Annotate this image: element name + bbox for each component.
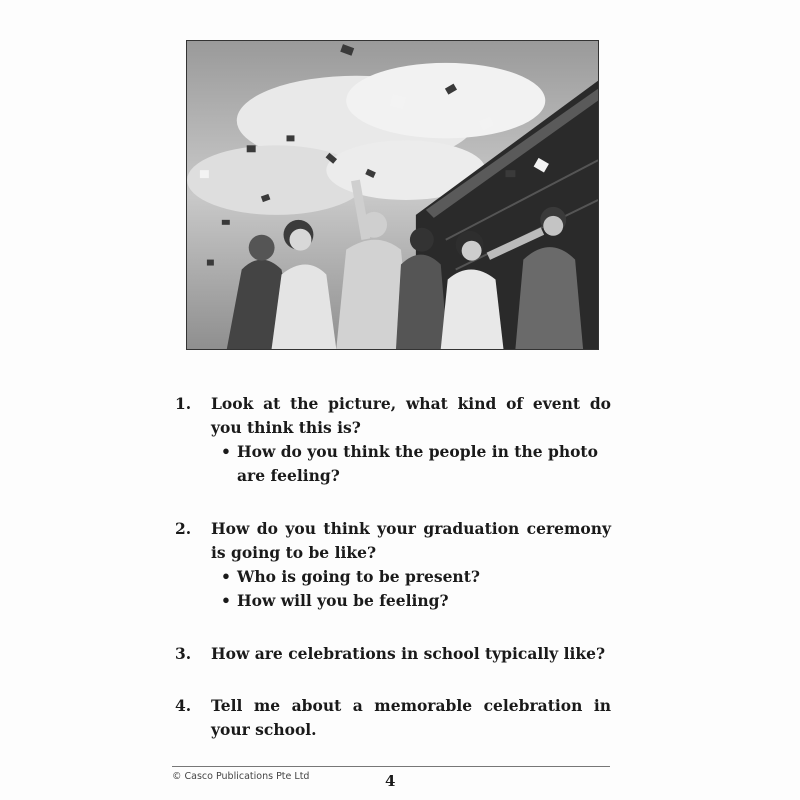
subpoint-text: How do you think the people in the photo are feeling?: [237, 442, 598, 485]
bullet-icon: •: [221, 591, 231, 610]
question-text: Look at the picture, what kind of event do you think this is?: [211, 394, 611, 437]
question-text: How are celebrations in school typically like?: [211, 644, 606, 663]
subpoint-text: How will you be feeling?: [237, 591, 449, 610]
question-number: 4.: [175, 696, 192, 715]
question-item: [175, 642, 611, 666]
page-number: 4: [385, 772, 396, 790]
graduation-photo-image: [187, 41, 598, 349]
bullet-icon: •: [221, 567, 231, 586]
question-number: 2.: [175, 519, 192, 538]
question-item: [175, 392, 611, 488]
bullet-icon: •: [221, 442, 231, 461]
copyright-notice: © Casco Publications Pte Ltd: [172, 771, 310, 782]
footer-divider: [172, 766, 610, 767]
subpoint-text: Who is going to be present?: [237, 567, 480, 586]
subpoint-item: [211, 565, 611, 589]
graduation-photo: [186, 40, 599, 350]
question-item: [175, 517, 611, 613]
question-subpoints: [211, 440, 611, 488]
question-number: 1.: [175, 394, 192, 413]
discussion-questions: [175, 392, 611, 742]
question-item: [175, 694, 611, 742]
question-number: 3.: [175, 644, 192, 663]
question-text: How do you think your graduation ceremony is going to be like?: [211, 519, 611, 562]
question-subpoints: [211, 565, 611, 613]
subpoint-item: [211, 440, 611, 488]
question-text: Tell me about a memorable celebration in your school.: [211, 696, 611, 739]
subpoint-item: [211, 589, 611, 613]
